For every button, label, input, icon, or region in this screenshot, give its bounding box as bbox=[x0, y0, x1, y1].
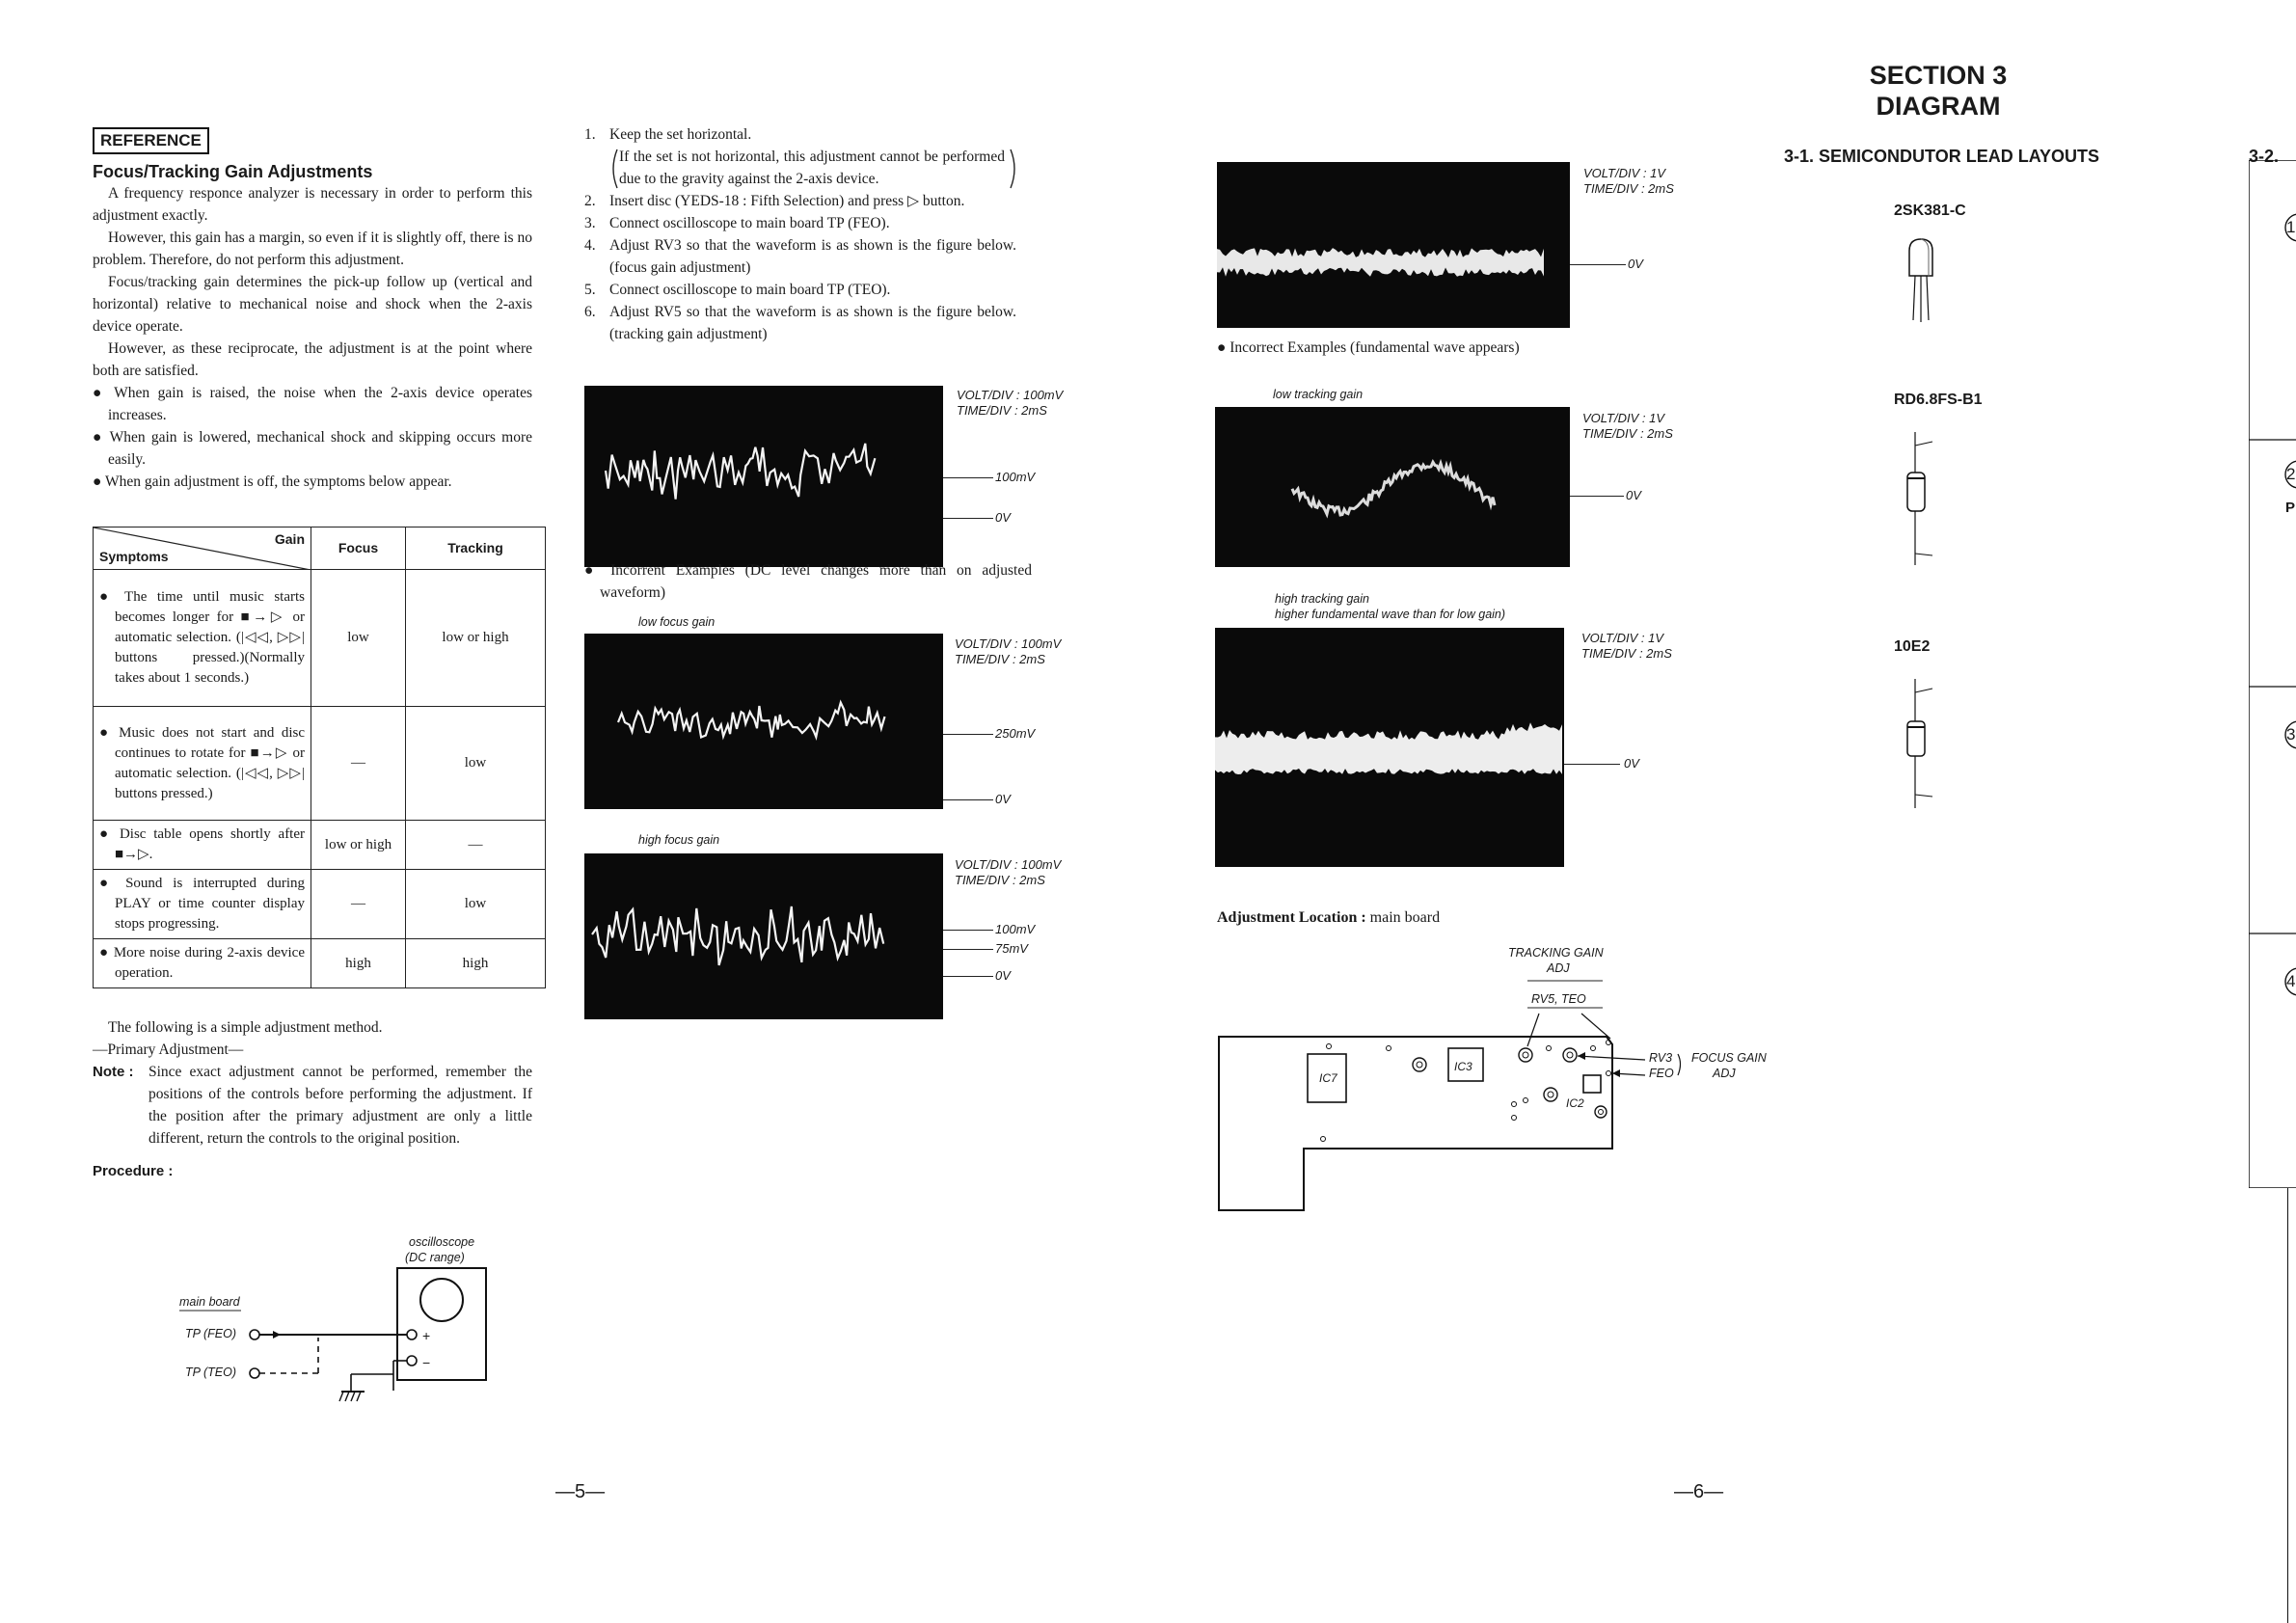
level-label: 0V bbox=[995, 968, 1011, 983]
step-text: Connect oscilloscope to main board TP (TEO). bbox=[609, 282, 891, 298]
tracking-cell: low bbox=[406, 870, 546, 939]
incorrect-examples-text: ● Incorrent Examples (DC level changes more than on adjusted waveform) bbox=[584, 562, 1032, 601]
volt-div-label: VOLT/DIV : 100mV bbox=[955, 636, 1062, 651]
note-text: Since exact adjustment cannot be performed, remember the positions of the controls before performing the adjustment. If the position after the primary adjustment are only a little different, return the controls to the original position. bbox=[149, 1064, 532, 1147]
trace bbox=[618, 703, 885, 738]
time-div-label: TIME/DIV : 2mS bbox=[1581, 646, 1672, 661]
tp-feo-label: TP (FEO) bbox=[185, 1327, 237, 1340]
focus-header: Focus bbox=[311, 527, 406, 570]
plus-label: + bbox=[422, 1328, 431, 1343]
level-line bbox=[943, 976, 993, 977]
level-line bbox=[943, 518, 993, 519]
waveform bbox=[584, 386, 943, 567]
subsection-heading: 3-1. SEMICONDUTOR LEAD LAYOUTS bbox=[1784, 147, 2100, 166]
paragraph: Focus/tracking gain determines the pick-up follow up (vertical and horizontal) relative to mechanical noise and shock when the 2-axis device operate. bbox=[93, 274, 532, 335]
step-number: 6. bbox=[584, 304, 596, 320]
waveform bbox=[1217, 162, 1570, 328]
scope-caption: high tracking gain bbox=[1275, 592, 1369, 606]
table-row bbox=[94, 939, 546, 988]
primary-adjustment-label: —Primary Adjustment— bbox=[93, 1041, 244, 1058]
transistor-icon bbox=[1896, 237, 1954, 334]
focus-cell: — bbox=[311, 707, 406, 821]
rv3-label: RV3 bbox=[1649, 1051, 1673, 1065]
rv5-teo-label: RV5, TEO bbox=[1531, 992, 1586, 1006]
scope-range-label: (DC range) bbox=[405, 1251, 465, 1264]
tab-lines bbox=[2249, 160, 2296, 1188]
time-div-label: TIME/DIV : 2mS bbox=[1582, 426, 1673, 441]
step-number: 1. bbox=[584, 126, 596, 143]
level-line bbox=[1570, 264, 1626, 265]
parenthesis-brackets bbox=[584, 146, 1016, 192]
table-row bbox=[94, 870, 546, 939]
symptom-text: Disc table opens shortly after ■→▷. bbox=[115, 826, 306, 862]
bullet-text: When gain is lowered, mechanical shock and skipping occurs more easily. bbox=[108, 429, 532, 468]
step-text: Adjust RV3 so that the waveform is as shown is the figure below. (focus gain adjustment) bbox=[609, 237, 1016, 276]
step-text: Keep the set horizontal. bbox=[609, 126, 752, 143]
volt-div-label: VOLT/DIV : 1V bbox=[1583, 166, 1666, 180]
tracking-adj-label: ADJ bbox=[1547, 961, 1570, 975]
gain-header: Gain bbox=[274, 531, 305, 547]
focus-cell: low bbox=[311, 570, 406, 707]
step-number: 5. bbox=[584, 282, 596, 298]
level-label: 100mV bbox=[995, 922, 1036, 936]
list-item bbox=[584, 123, 1016, 146]
scope-caption: high focus gain bbox=[638, 833, 720, 847]
waveform bbox=[1215, 628, 1564, 867]
level-label: 75mV bbox=[995, 941, 1028, 956]
ic7-label: IC7 bbox=[1319, 1071, 1337, 1085]
table-corner-header bbox=[94, 527, 311, 570]
level-line bbox=[943, 949, 993, 950]
level-label: 100mV bbox=[995, 470, 1036, 484]
list-item bbox=[584, 190, 1016, 212]
step-text: Insert disc (YEDS-18 : Fifth Selection) and press ▷ button. bbox=[609, 193, 965, 209]
list-item bbox=[584, 279, 1016, 301]
trace bbox=[606, 444, 875, 500]
time-div-label: TIME/DIV : 2mS bbox=[955, 652, 1045, 666]
level-label: 0V bbox=[1624, 756, 1639, 771]
paragraph: However, this gain has a margin, so even if it is slightly off, there is no problem. Therefore, do not perform this adjustment. bbox=[93, 230, 532, 268]
feo-label: FEO bbox=[1649, 1067, 1674, 1080]
step-number: 4. bbox=[584, 237, 596, 254]
diagram-lines bbox=[174, 1230, 501, 1413]
tracking-header: Tracking bbox=[406, 527, 546, 570]
waveform bbox=[584, 853, 943, 1019]
diode-icon bbox=[1894, 424, 1952, 569]
list-item bbox=[584, 146, 1016, 190]
focus-gain-label: FOCUS GAIN bbox=[1691, 1051, 1767, 1065]
paragraph: The following is a simple adjustment method. bbox=[108, 1019, 383, 1036]
tracking-cell: low or high bbox=[406, 570, 546, 707]
oscilloscope-screen bbox=[584, 634, 943, 809]
tab-letter: P bbox=[2285, 500, 2296, 516]
symptom-text: More noise during 2-axis device operation. bbox=[113, 945, 305, 981]
tracking-cell: high bbox=[406, 939, 546, 988]
board-diagram bbox=[1213, 940, 1792, 1220]
level-line bbox=[943, 477, 993, 478]
procedure-label: Procedure : bbox=[93, 1163, 174, 1179]
symptom-cell: ● More noise during 2-axis device operation. bbox=[94, 939, 311, 988]
next-subsection-heading: 3-2. bbox=[2249, 147, 2280, 166]
step-number: 3. bbox=[584, 215, 596, 231]
symptom-cell: ● The time until music starts becomes longer for ■→▷ or automatic selection. (|◁◁, ▷▷| buttons pressed.)(Normally takes about 1 seconds.) bbox=[94, 570, 311, 707]
table-row bbox=[94, 570, 546, 707]
scope-caption: higher fundamental wave than for low gain) bbox=[1275, 608, 1506, 621]
tracking-cell: — bbox=[406, 821, 546, 870]
time-div-label: TIME/DIV : 2mS bbox=[955, 873, 1045, 887]
table-row bbox=[94, 707, 546, 821]
index-tab-strip bbox=[2249, 160, 2296, 1188]
incorrect-text: Incorrect Examples (fundamental wave appears) bbox=[1229, 339, 1520, 356]
waveform bbox=[1215, 407, 1570, 567]
symptom-text: Music does not start and disc continues to rotate for ■→▷ or automatic selection. (|◁◁, ▷▷| buttons pressed.) bbox=[115, 724, 306, 801]
paragraph: However, as these reciprocate, the adjustment is at the point where both are satisfied. bbox=[93, 340, 532, 379]
adjustment-location-value: main board bbox=[1369, 909, 1441, 926]
symptom-text: Sound is interrupted during PLAY or time counter display stops progressing. bbox=[115, 876, 305, 932]
oscilloscope-screen bbox=[1217, 162, 1570, 328]
reference-box: REFERENCE bbox=[93, 127, 209, 154]
level-label: 0V bbox=[995, 510, 1011, 525]
list-item bbox=[584, 234, 1016, 279]
paragraph: A frequency responce analyzer is necessary in order to perform this adjustment exactly. bbox=[93, 185, 532, 224]
scope-caption: low tracking gain bbox=[1273, 388, 1364, 401]
adjustment-location-label: Adjustment Location : bbox=[1217, 909, 1366, 926]
diode-icon bbox=[1894, 671, 1952, 816]
tracking-gain-label: TRACKING GAIN bbox=[1508, 946, 1604, 960]
incorrect-text: Incorrent Examples (DC level changes more than on adjusted waveform) bbox=[600, 562, 1032, 601]
part-label: RD6.8FS-B1 bbox=[1894, 392, 1983, 408]
symptom-text: The time until music starts becomes longer for ■→▷ or automatic selection. (|◁◁, ▷▷| buttons pressed.)(Normally takes about 1 seconds.) bbox=[115, 589, 305, 686]
ic3-label: IC3 bbox=[1454, 1060, 1472, 1073]
level-line bbox=[943, 734, 993, 735]
waveform bbox=[584, 634, 943, 809]
ic2-label: IC2 bbox=[1566, 1096, 1584, 1110]
time-div-label: TIME/DIV : 2mS bbox=[957, 403, 1047, 418]
bullet-item: ● When gain adjustment is off, the symptoms below appear. bbox=[93, 473, 452, 490]
volt-div-label: VOLT/DIV : 1V bbox=[1582, 411, 1665, 425]
volt-div-label: VOLT/DIV : 100mV bbox=[957, 388, 1064, 402]
symptom-table bbox=[93, 527, 546, 988]
section-title bbox=[1842, 60, 2035, 122]
list-item bbox=[584, 212, 1016, 234]
section-name: DIAGRAM bbox=[1876, 92, 2001, 121]
level-line bbox=[943, 930, 993, 931]
tracking-cell: low bbox=[406, 707, 546, 821]
minus-label: − bbox=[422, 1355, 431, 1370]
note-label: Note : bbox=[93, 1064, 134, 1080]
adjustment-location bbox=[1217, 909, 1440, 927]
step-text: Connect oscilloscope to main board TP (FEO). bbox=[609, 215, 890, 231]
bullet-item: ● When gain is raised, the noise when the 2-axis device operates increases. bbox=[93, 385, 532, 423]
list-item bbox=[584, 301, 1016, 345]
bullet-text: When gain is raised, the noise when the 2-axis device operates increases. bbox=[108, 385, 532, 423]
page-number-left: —5— bbox=[555, 1481, 606, 1502]
reference-section bbox=[93, 127, 532, 493]
trace bbox=[592, 906, 883, 965]
volt-div-label: VOLT/DIV : 100mV bbox=[955, 857, 1062, 872]
tab-label: 2 bbox=[2286, 465, 2296, 483]
scope-caption: low focus gain bbox=[638, 615, 716, 629]
board-label: main board bbox=[179, 1295, 240, 1309]
focus-cell: low or high bbox=[311, 821, 406, 870]
symptoms-header: Symptoms bbox=[99, 549, 169, 564]
part-label: 2SK381-C bbox=[1894, 203, 1966, 219]
focus-cell: — bbox=[311, 870, 406, 939]
focus-cell: high bbox=[311, 939, 406, 988]
part-label: 10E2 bbox=[1894, 638, 1931, 655]
board-outline bbox=[1213, 940, 1792, 1220]
tab-label: 3 bbox=[2286, 725, 2296, 744]
level-line bbox=[943, 799, 993, 800]
oscilloscope-screen bbox=[1215, 407, 1570, 567]
level-line bbox=[1570, 496, 1624, 497]
focus-adj-label: ADJ bbox=[1713, 1067, 1736, 1080]
section-number: SECTION 3 bbox=[1869, 61, 2008, 90]
page-number-right: —6— bbox=[1674, 1481, 1724, 1502]
bullet-text: When gain adjustment is off, the symptoms below appear. bbox=[104, 473, 452, 490]
bullet-item: ● When gain is lowered, mechanical shock and skipping occurs more easily. bbox=[93, 429, 532, 468]
symptom-table-wrap bbox=[93, 527, 546, 988]
section-heading: Focus/Tracking Gain Adjustments bbox=[93, 162, 373, 181]
tab-label: 1 bbox=[2286, 218, 2296, 236]
oscilloscope-screen bbox=[584, 853, 943, 1019]
level-label: 250mV bbox=[995, 726, 1036, 741]
scope-label: oscilloscope bbox=[409, 1235, 475, 1249]
procedure-steps bbox=[584, 123, 1016, 345]
trace bbox=[1292, 462, 1495, 515]
level-label: 0V bbox=[1628, 257, 1643, 271]
connection-diagram bbox=[174, 1230, 501, 1413]
tp-teo-label: TP (TEO) bbox=[185, 1366, 237, 1379]
incorrect-examples-text: ● Incorrect Examples (fundamental wave appears) bbox=[1217, 339, 1520, 356]
volt-div-label: VOLT/DIV : 1V bbox=[1581, 631, 1664, 645]
tab-label: 4 bbox=[2286, 972, 2296, 990]
trace bbox=[1215, 722, 1562, 774]
step-text: If the set is not horizontal, this adjustment cannot be performed due to the gravity against the 2-axis device. bbox=[619, 149, 1005, 187]
symptom-cell: ● Music does not start and disc continues to rotate for ■→▷ or automatic selection. (|◁◁, ▷▷| buttons pressed.) bbox=[94, 707, 311, 821]
step-text: Adjust RV5 so that the waveform is as shown is the figure below. (tracking gain adjustment) bbox=[609, 304, 1016, 342]
right-edge-line bbox=[2287, 1188, 2288, 1623]
oscilloscope-screen bbox=[584, 386, 943, 567]
step-number: 2. bbox=[584, 193, 596, 209]
level-label: 0V bbox=[995, 792, 1011, 806]
simple-method-section bbox=[93, 1016, 532, 1179]
trace bbox=[1217, 248, 1544, 277]
time-div-label: TIME/DIV : 2mS bbox=[1583, 181, 1674, 196]
symptom-cell: ● Sound is interrupted during PLAY or time counter display stops progressing. bbox=[94, 870, 311, 939]
note bbox=[93, 1061, 532, 1150]
oscilloscope-screen bbox=[1215, 628, 1564, 867]
level-label: 0V bbox=[1626, 488, 1641, 502]
table-row bbox=[94, 821, 546, 870]
level-line bbox=[1564, 764, 1620, 765]
symptom-cell: ● Disc table opens shortly after ■→▷. bbox=[94, 821, 311, 870]
